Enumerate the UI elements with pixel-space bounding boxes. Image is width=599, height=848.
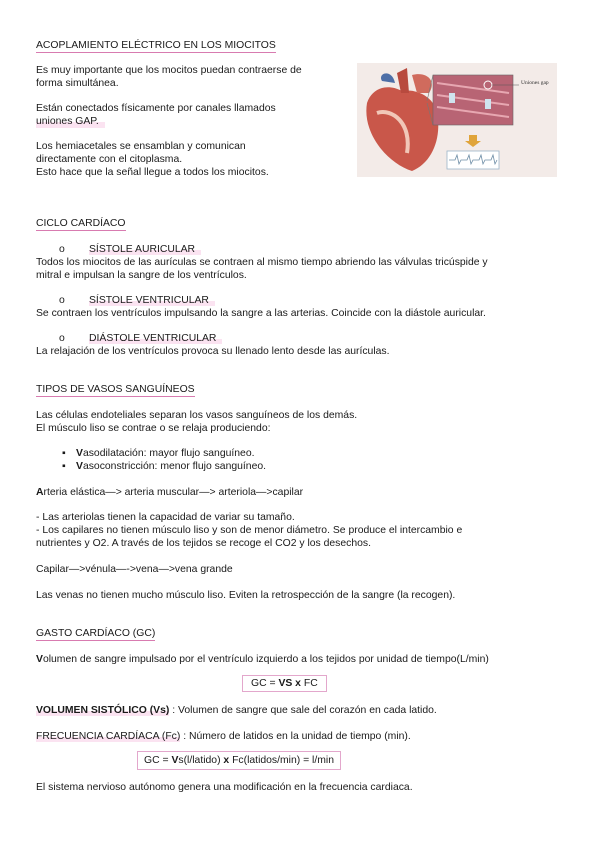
bullet-label: SÍSTOLE AURICULAR — [89, 244, 201, 255]
initial: V — [36, 654, 43, 665]
formula-gc-units — [137, 751, 341, 770]
paragraph-line: Las venas no tienen mucho músculo liso. Eviten la retrospección de la sangre (la recogen). — [36, 590, 456, 601]
paragraph-line: Es muy importante que los mocitos puedan contraerse de — [36, 65, 302, 76]
chain-text: rteria elástica—> arteria muscular—> arteriola—>capilar — [43, 487, 304, 498]
term: VOLUMEN SISTÓLICO (Vs) — [36, 705, 170, 716]
formula-part: GC = — [144, 755, 172, 766]
paragraph-line: El músculo liso se contrae o se relaja produciendo: — [36, 423, 271, 434]
list-item: ▪ Vasoconstricción: menor flujo sanguíneo. — [62, 461, 267, 472]
paragraph-line: mitral e impulsan la sangre de los ventrículos. — [36, 270, 247, 281]
bullet-label: SÍSTOLE VENTRICULAR — [89, 295, 215, 306]
paragraph-line — [36, 653, 489, 666]
section-title-acoplamiento: ACOPLAMIENTO ELÉCTRICO EN LOS MIOCITOS — [36, 40, 276, 51]
paragraph-line: Están conectados físicamente por canales llamados — [36, 103, 276, 114]
formula-part: GC = — [251, 678, 279, 689]
list-item-text: asodilatación: mayor flujo sanguíneo. — [82, 448, 255, 459]
section-title-gasto: GASTO CARDÍACO (GC) — [36, 628, 156, 639]
formula-part: x — [223, 755, 230, 766]
list-item-initial: V — [76, 448, 83, 459]
definition-vs — [36, 704, 437, 717]
paragraph-line: forma simultánea. — [36, 78, 119, 89]
vessel-chain — [36, 486, 303, 499]
paragraph-line: Las células endoteliales separan los vasos sanguíneos de los demás. — [36, 410, 358, 421]
paragraph-line: Los hemiacetales se ensamblan y comunican — [36, 141, 246, 152]
bullet-item: o DIÁSTOLE VENTRICULAR — [59, 332, 222, 345]
list-item-initial: V — [76, 461, 83, 472]
paragraph-line: Todos los miocitos de las aurículas se contraen al mismo tiempo abriendo las válvulas tricúspide y — [36, 257, 488, 268]
heart-gap-junction-illustration — [357, 63, 557, 177]
chain-initial: A — [36, 487, 44, 498]
paragraph-line: La relajación de los ventrículos provoca su llenado lento desde las aurículas. — [36, 346, 390, 357]
section-title-ciclo: CICLO CARDÍACO — [36, 218, 126, 229]
bullet-label: DIÁSTOLE VENTRICULAR — [89, 333, 222, 344]
vessel-chain-return: Capilar—>vénula—->vena—>vena grande — [36, 564, 233, 575]
paragraph-line: Se contraen los ventrículos impulsando la sangre a las arterias. Coincide con la diástole auricular. — [36, 308, 486, 319]
paragraph-line: El sistema nervioso autónomo genera una modificación en la frecuencia cardiaca. — [36, 782, 413, 793]
text: olumen de sangre impulsado por el ventrículo izquierdo a los tejidos por unidad de tiempo(L/min) — [42, 654, 489, 665]
paragraph-line: - Los capilares no tienen músculo liso y son de menor diámetro. Se produce el intercambio e — [36, 525, 463, 536]
list-item-text: asoconstricción: menor flujo sanguíneo. — [82, 461, 267, 472]
definition-fc — [36, 730, 411, 743]
paragraph-line: - Las arteriolas tienen la capacidad de variar su tamaño. — [36, 512, 295, 523]
figure-label: Uniones gap — [521, 80, 549, 86]
formula-part: s(l/latido) — [178, 755, 224, 766]
bullet-item: o SÍSTOLE AURICULAR — [59, 243, 201, 256]
paragraph-line: uniones GAP. — [36, 115, 105, 128]
bullet-item: o SÍSTOLE VENTRICULAR — [59, 294, 215, 307]
list-item: ▪ Vasodilatación: mayor flujo sanguíneo. — [62, 448, 255, 459]
term: FRECUENCIA CARDÍACA (Fc) — [36, 731, 181, 742]
formula-part: FC — [300, 678, 318, 689]
formula-gc — [242, 675, 327, 692]
paragraph-line: nutrientes y O2. A través de los tejidos se recoge el CO2 y los desechos. — [36, 538, 371, 549]
paragraph-line: Esto hace que la señal llegue a todos los miocitos. — [36, 167, 269, 178]
formula-part: VS x — [278, 678, 301, 689]
definition: : Volumen de sangre que sale del corazón en cada latido. — [169, 705, 437, 716]
formula-part: Fc(latidos/min) = l/min — [229, 755, 334, 766]
section-title-vasos: TIPOS DE VASOS SANGUÍNEOS — [36, 384, 195, 395]
paragraph-line: directamente con el citoplasma. — [36, 154, 183, 165]
definition: : Número de latidos en la unidad de tiempo (min). — [180, 731, 411, 742]
formula-part: V — [171, 755, 179, 766]
